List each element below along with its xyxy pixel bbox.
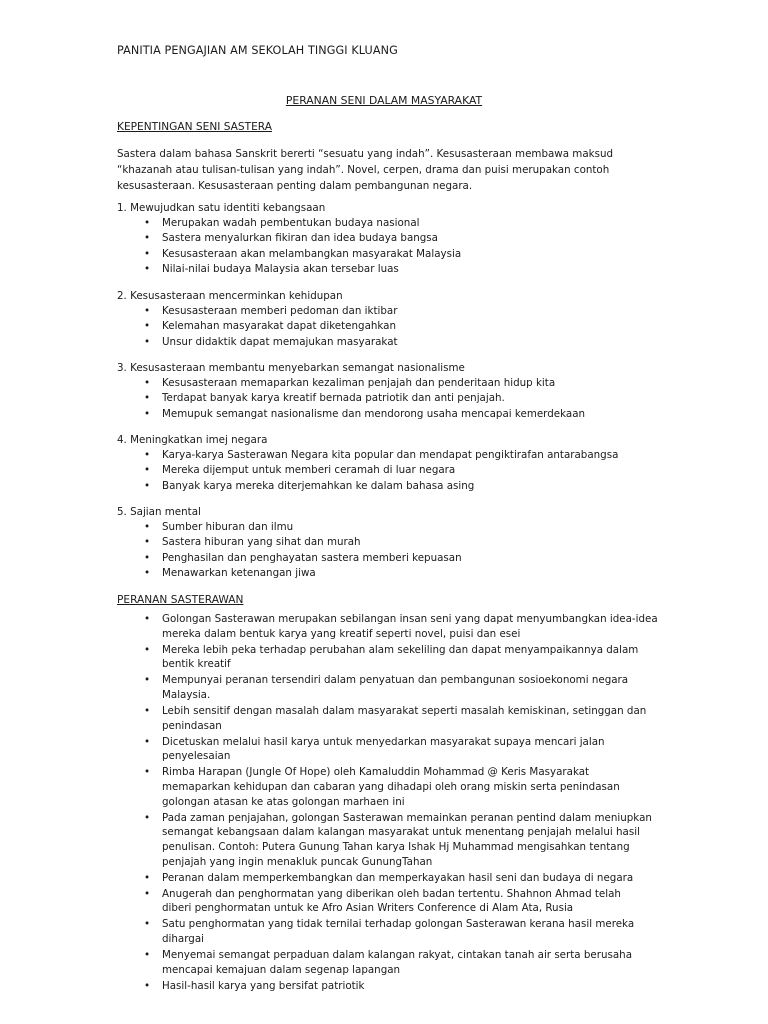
bullet-icon: •	[144, 811, 151, 824]
bullet-icon: •	[144, 464, 151, 477]
bullet-icon: •	[144, 449, 151, 461]
bullet-icon: •	[144, 247, 151, 260]
list-item: • Mereka dijemput untuk memberi ceramah di luar negara	[117, 463, 677, 478]
point-bullet-list	[117, 216, 677, 278]
list-item: • Kesusasteraan memaparkan kezaliman penjajah dan penderitaan hidup kita	[117, 376, 677, 391]
point-title: 3. Kesusasteraan membantu menyebarkan semangat nasionalisme	[117, 362, 465, 374]
list-item: • Sastera hiburan yang sihat dan murah	[117, 535, 677, 550]
list-item: • Menyemai semangat perpaduan dalam kalangan rakyat, cintakan tanah air serta berusaha mencapai kemajuan dalam segenap lapangan	[144, 949, 633, 976]
list-item: • Rimba Harapan (Jungle Of Hope) oleh Kamaluddin Mohammad @ Keris Masyarakat memaparkan kehidupan dan cabaran yang dihadapi oleh orang miskin serta penindasan golongan atasan ke atas golongan marhaen ini	[144, 766, 620, 808]
list-item: • Hasil-hasil karya yang bersifat patriotik	[144, 979, 365, 992]
point-title: 5. Sajian mental	[117, 506, 201, 518]
intro-paragraph	[117, 146, 657, 194]
bullet-icon: •	[144, 407, 151, 420]
bullet-icon: •	[144, 392, 151, 405]
bullet-icon: •	[144, 305, 151, 317]
point-imej-negara	[117, 433, 677, 494]
intro-line: “khazanah atau tulisan-tulisan yang indah”. Novel, cerpen, drama dan puisi merupakan contoh	[117, 164, 610, 176]
list-item: • Kesusasteraan memberi pedoman dan iktibar	[117, 304, 677, 319]
bullet-icon: •	[144, 232, 151, 245]
list-item: • Nilai-nilai budaya Malaysia akan tersebar luas	[117, 262, 677, 277]
bullet-icon: •	[144, 536, 151, 549]
bullet-icon: •	[144, 613, 151, 625]
bullet-icon: •	[144, 766, 151, 779]
point-sajian-mental	[117, 505, 677, 582]
list-item: • Satu penghormatan yang tidak ternilai terhadap golongan Sasterawan kerana hasil mereka dihargai	[144, 918, 635, 945]
bullet-icon: •	[144, 320, 151, 333]
bullet-icon: •	[144, 551, 151, 564]
bullet-icon: •	[144, 918, 151, 931]
section-heading-peranan-sasterawan: PERANAN SASTERAWAN	[117, 594, 244, 606]
list-item: • Karya-karya Sasterawan Negara kita popular dan mendapat pengiktirafan antarabangsa	[117, 448, 677, 463]
bullet-icon: •	[144, 735, 151, 748]
document-header: PANITIA PENGAJIAN AM SEKOLAH TINGGI KLUANG	[117, 44, 398, 57]
list-item: • Unsur didaktik dapat memajukan masyarakat	[117, 335, 677, 350]
list-item: • Banyak karya mereka diterjemahkan ke dalam bahasa asing	[117, 479, 677, 494]
list-item: • Lebih sensitif dengan masalah dalam masyarakat seperti masalah kemiskinan, setinggan dan penindasan	[144, 705, 647, 732]
list-item: • Anugerah dan penghormatan yang diberikan oleh badan tertentu. Shahnon Ahmad telah diberi penghormatan untuk ke Afro Asian Writers Conference di Alam Ata, Rusia	[144, 887, 621, 915]
bullet-icon: •	[144, 217, 151, 229]
list-item: • Sumber hiburan dan ilmu	[117, 520, 677, 535]
bullet-icon: •	[144, 674, 151, 687]
list-item: • Menawarkan ketenangan jiwa	[117, 566, 677, 581]
point-mencerminkan-kehidupan	[117, 289, 677, 350]
bullet-icon: •	[144, 949, 151, 962]
bullet-icon: •	[144, 567, 151, 580]
list-item: • Sastera menyalurkan fikiran dan idea budaya bangsa	[117, 231, 677, 246]
list-item: • Golongan Sasterawan merupakan sebilangan insan seni yang dapat menyumbangkan idea-idea mereka dalam bentuk karya yang kreatif seperti novel, puisi dan esei	[144, 613, 658, 640]
point-bullet-list	[117, 520, 677, 582]
point-title: 4. Meningkatkan imej negara	[117, 434, 268, 446]
list-item: • Mereka lebih peka terhadap perubahan alam sekeliling dan dapat menyampaikannya dalam bentik kreatif	[144, 643, 639, 671]
bullet-icon: •	[144, 887, 151, 900]
list-item: • Penghasilan dan penghayatan sastera memberi kepuasan	[117, 551, 677, 566]
point-bullet-list	[117, 376, 677, 422]
list-item: • Mempunyai peranan tersendiri dalam penyatuan dan pembangunan sosioekonomi negara Malaysia.	[144, 674, 629, 701]
list-item: • Merupakan wadah pembentukan budaya nasional	[117, 216, 677, 231]
bullet-icon: •	[144, 377, 151, 389]
intro-line: Sastera dalam bahasa Sanskrit bererti “sesuatu yang indah”. Kesusasteraan membawa maksud	[117, 148, 614, 160]
list-item: • Dicetuskan melalui hasil karya untuk menyedarkan masyarakat supaya mencari jalan penyelesaian	[144, 735, 605, 763]
peranan-sasterawan-list	[117, 612, 677, 995]
bullet-icon: •	[144, 871, 151, 884]
section-heading-kepentingan: KEPENTINGAN SENI SASTERA	[117, 121, 272, 133]
point-bullet-list	[117, 448, 677, 494]
point-title: 1. Mewujudkan satu identiti kebangsaan	[117, 202, 326, 214]
bullet-icon: •	[144, 521, 151, 533]
list-item: • Peranan dalam memperkembangkan dan memperkayakan hasil seni dan budaya di negara	[144, 871, 634, 884]
bullet-icon: •	[144, 643, 151, 656]
document-title: PERANAN SENI DALAM MASYARAKAT	[285, 94, 483, 107]
list-item: • Kelemahan masyarakat dapat diketengahkan	[117, 319, 677, 334]
list-item: • Terdapat banyak karya kreatif bernada patriotik dan anti penjajah.	[117, 391, 677, 406]
bullet-icon: •	[144, 705, 151, 718]
list-item: • Kesusasteraan akan melambangkan masyarakat Malaysia	[117, 247, 677, 262]
bullet-icon: •	[144, 479, 151, 492]
intro-line: kesusasteraan. Kesusasteraan penting dalam pembangunan negara.	[117, 180, 473, 192]
list-item: • Memupuk semangat nasionalisme dan mendorong usaha mencapai kemerdekaan	[117, 407, 677, 422]
point-semangat-nasionalisme	[117, 361, 677, 422]
point-title: 2. Kesusasteraan mencerminkan kehidupan	[117, 290, 343, 302]
bullet-icon: •	[144, 263, 151, 276]
list-item: • Pada zaman penjajahan, golongan Sasterawan memainkan peranan pentind dalam meniupkan semangat kebangsaan dalam kalangan masyarakat untuk menentang penjajah melalui hasil penulisan. Contoh: Putera Gunung Tahan karya Ishak Hj Muhammad mengisahkan tentang penjajah yang ingin menakluk puncak GunungTahan	[144, 811, 652, 868]
point-bullet-list	[117, 304, 677, 350]
bullet-icon: •	[144, 335, 151, 348]
point-identiti-kebangsaan	[117, 201, 677, 278]
bullet-icon: •	[144, 979, 151, 992]
